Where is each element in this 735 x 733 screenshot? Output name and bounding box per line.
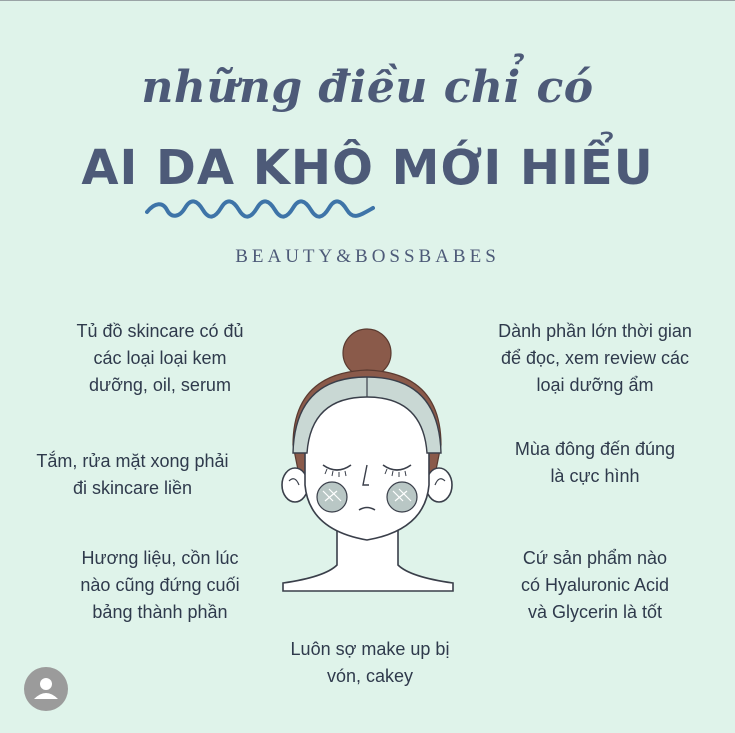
tip-line: để đọc, xem review các	[500, 348, 690, 368]
face-illustration	[275, 325, 460, 595]
main-title: AI DA KHÔ MỚI HIỂU	[81, 140, 654, 196]
top-divider	[0, 0, 735, 1]
tip-line: đi skincare liền	[72, 478, 193, 498]
tip-bottom	[260, 636, 480, 690]
tip-line: Luôn sợ make up bị	[290, 639, 450, 659]
tip-line: là cực hình	[550, 466, 640, 486]
tip-left-2	[10, 448, 255, 502]
tip-left-1	[40, 318, 280, 399]
brand-name: BEAUTY&BOSSBABES	[235, 246, 500, 267]
tip-right-3	[475, 545, 715, 626]
tip-line: các loại loại kem	[93, 348, 227, 368]
tip-right-1	[460, 318, 730, 399]
person-icon	[24, 667, 68, 711]
tip-line: Dành phần lớn thời gian	[498, 321, 692, 341]
tip-line: loại dưỡng ẩm	[536, 375, 654, 395]
tip-line: Mùa đông đến đúng	[514, 439, 676, 459]
tip-line: nào cũng đứng cuối	[80, 575, 240, 595]
script-title: những điều chỉ có	[141, 62, 594, 113]
tip-line: và Glycerin là tốt	[527, 602, 663, 622]
tip-right-2	[480, 436, 710, 490]
tip-line: bảng thành phần	[92, 602, 228, 622]
wave-underline-icon	[145, 198, 375, 220]
user-avatar-icon[interactable]	[24, 667, 68, 711]
tip-line: Cứ sản phẩm nào	[522, 548, 668, 568]
tip-line: Tắm, rửa mặt xong phải	[36, 451, 229, 471]
tip-line: dưỡng, oil, serum	[89, 375, 231, 395]
tip-line: vón, cakey	[326, 666, 414, 686]
tip-line: có Hyaluronic Acid	[520, 575, 670, 595]
tip-line: Tủ đồ skincare có đủ	[76, 321, 244, 341]
tip-line: Hương liệu, cồn lúc	[81, 548, 239, 568]
tip-left-3	[40, 545, 280, 626]
